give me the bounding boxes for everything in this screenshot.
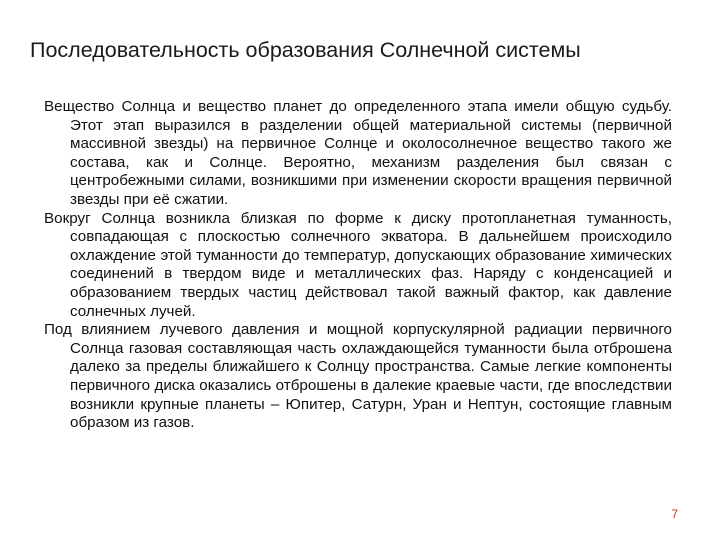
slide-body (44, 98, 672, 433)
slide-title: Последовательность образования Солнечной системы (30, 38, 581, 62)
paragraph-1: Вещество Солнца и вещество планет до определенного этапа имели общую судьбу. Этот этап выразился в разделении общей материальной системы (первичной массивной звезды) на первичное Солнце и околосолнечное вещество такого же состава, как и Солнце. Вероятно, механизм разделения был связан с центробежными силами, возникшими при изменении скорости вращения первичной звезды при её сжатии. (44, 98, 672, 208)
page-number: 7 (671, 507, 678, 521)
paragraph-2: Вокруг Солнца возникла близкая по форме к диску протопланетная туманность, совпадающая с плоскостью солнечного экватора. В дальнейшем происходило охлаждение этой туманности до температур, допускающих образование химических соединений в твердом виде и металлических фаз. Наряду с конденсацией и образованием твердых частиц действовал такой важный фактор, как давление солнечных лучей. (44, 209, 672, 320)
paragraph-3: Под влиянием лучевого давления и мощной корпускулярной радиации первичного Солнца газовая составляющая часть охлаждающейся туманности была отброшена далеко за пределы ближайшего к Солнцу пространства. Самые легкие компоненты первичного диска оказались отброшены в далекие краевые части, где впоследствии возникли крупные планеты – Юпитер, Сатурн, Уран и Нептун, состоящие главным образом из газов. (44, 321, 672, 432)
